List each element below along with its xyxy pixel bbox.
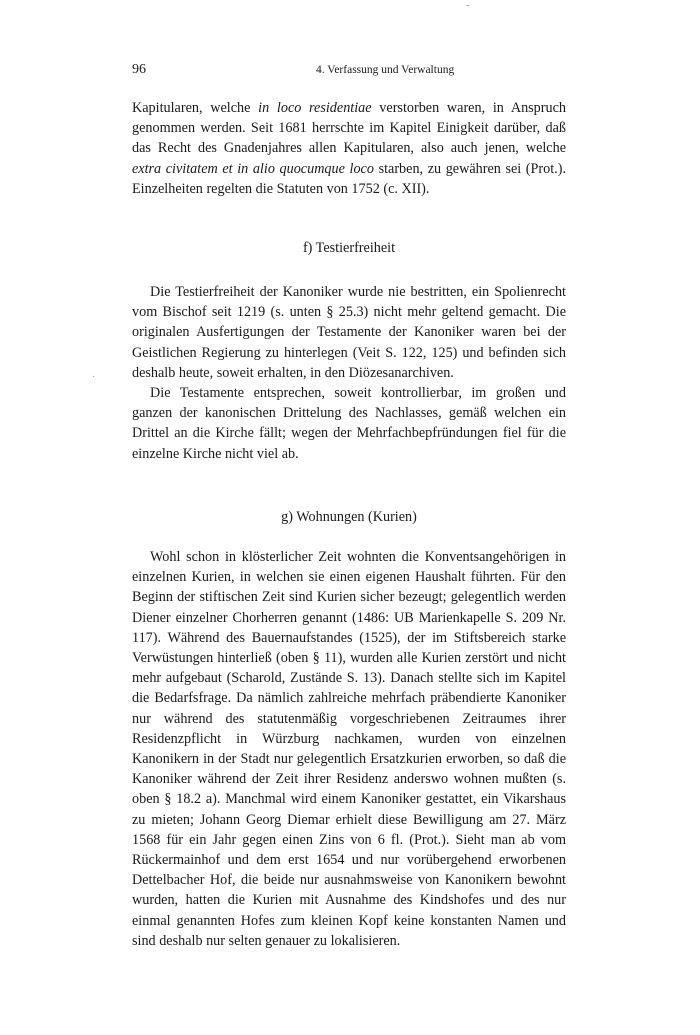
paragraph-wohnungen: Wohl schon in klösterlicher Zeit wohnten die Konventsangehörigen in einzelnen Kurien, in welchen sie einen eigenen Haushalt führten. Für den Beginn der stiftischen Zeit sind Kurien sicher bezeugt; gelegentlich werden Diener einzelner Chorherren genannt (1486: UB Marienkapelle S. 209 Nr. 117). Während des Bauernaufstandes (1525), der im Stiftsbereich starke Verwüstungen hinterließ (oben § 11), wurden alle Kurien zerstört und nicht mehr aufgebaut (Scharold, Zustände S. 13). Danach stellte sich im Kapitel die Bedarfsfrage. Da nämlich zahlreiche mehrfach präbendierte Kanoniker nur während des statutenmäßig vorgeschriebenen Zeitraumes ihrer Residenzpflicht in Würzburg nachkamen, wurden von einzelnen Kanonikern in der Stadt nur gelegentlich Ersatzkurien erworben, so daß die Kanoniker während der Zeit ihrer Residenz anderswo wohnen mußten (s. oben § 18.2 a). Manchmal wird einem Kanoniker gestattet, ein Vikarshaus zu mieten; Johann Georg Diemar erhielt diese Bewilligung am 27. März 1568 für ein Jahr gegen einen Zins von 6 fl. (Prot.). Sieht man ab vom Rückermainhof und dem erst 1654 und nur vorübergehend erworbenen Dettelbacher Hof, die beide nur ausnahmsweise von Kanonikern bewohnt wurden, hatten die Kurien mit Ausnahme des Kindshofes und des nur einmal genannten Hofes zum kleinen Kopf keine konstanten Namen und sind deshalb nur selten genauer zu lokalisieren. — [132, 549, 566, 949]
section-body-wohnungen — [132, 547, 566, 951]
section-body-testierfreiheit — [132, 282, 566, 464]
margin-mark: · — [92, 372, 96, 383]
scan-mark: - — [466, 0, 470, 11]
running-title: 4. Verfassung und Verwaltung — [316, 64, 455, 76]
section-heading-testierfreiheit: f) Testierfreiheit — [302, 240, 396, 256]
section-heading-wohnungen: g) Wohnungen (Kurien) — [281, 509, 417, 525]
intro-emphasis-1: in loco residentiae — [258, 100, 372, 116]
intro-paragraph — [132, 98, 566, 199]
paragraph-testierfreiheit-1: Die Testierfreiheit der Kanoniker wurde nie bestritten, ein Spolienrecht vom Bischof seit 1219 (s. unten § 25.3) nicht mehr geltend gemacht. Die originalen Ausfertigungen der Testamente der Kanoniker waren bei der Geistlichen Regierung zu hinterlegen (Veit S. 122, 125) und befinden sich deshalb heute, soweit erhalten, in den Diözesanarchiven. — [132, 284, 566, 381]
intro-text-2: verstorben waren, in Anspruch genommen werden. Seit 1681 herrschte im Kapitel Einigkeit darüber, daß das Recht des Gnadenjahres allen Kapitularen, also auch jenen, welche — [132, 100, 566, 157]
intro-text-3: starben, zu gewähren sei (Prot.). Einzelheiten regelten die Statuten von 1752 (c. XII). — [132, 160, 566, 197]
intro-text-1: Kapitularen, welche — [132, 100, 259, 116]
paragraph-testierfreiheit-2: Die Testamente entsprechen, soweit kontrollierbar, im großen und ganzen der kanonischen Drittelung des Nachlasses, gemäß welchen ein Drittel an die Kirche fällt; wegen der Mehrfachbepfründungen fiel für die einzelne Kirche nicht viel ab. — [132, 385, 566, 462]
page-number: 96 — [132, 62, 146, 77]
intro-emphasis-2: extra civitatem et in alio quocumque loco — [132, 160, 374, 177]
